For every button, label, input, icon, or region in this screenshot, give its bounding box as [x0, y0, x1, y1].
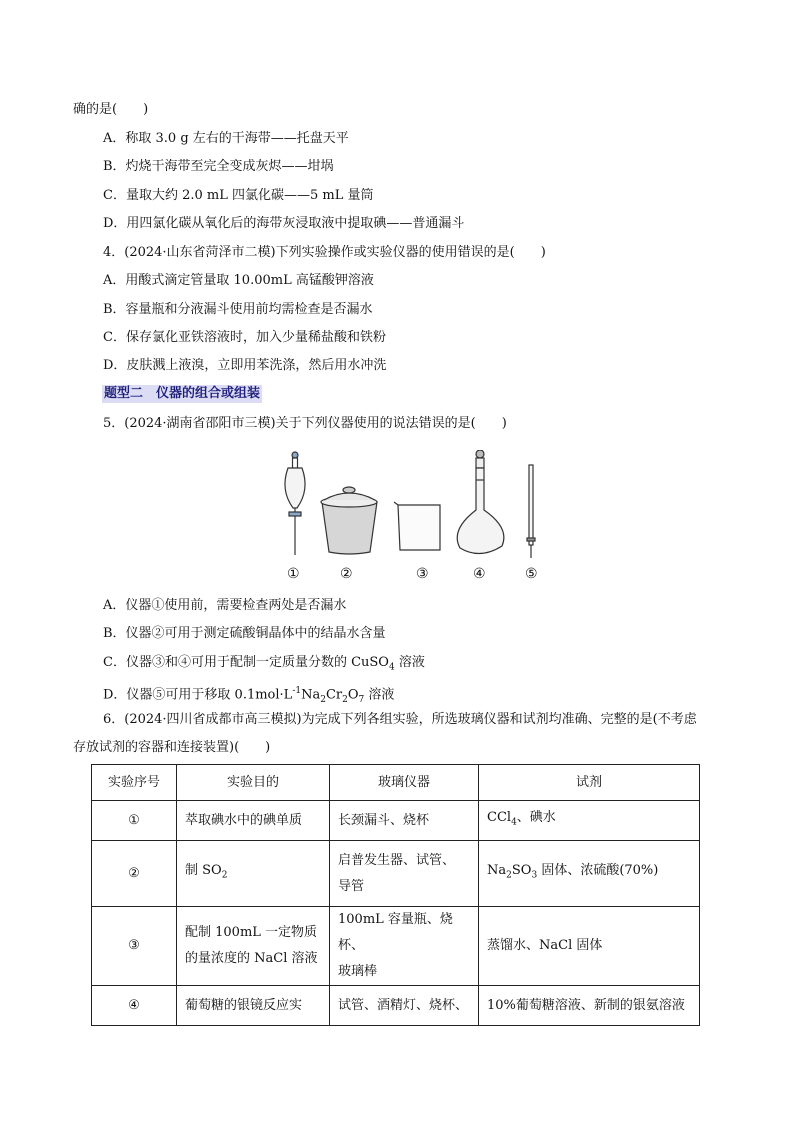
crucible-with-lid: [321, 487, 377, 554]
q3-option-a: A．称取 3.0 g 左右的干海带——托盘天平: [103, 131, 349, 146]
table-header-row: [92, 765, 700, 801]
q3-option-d: D．用四氯化碳从氧化后的海带灰浸取液中提取碘——普通漏斗: [103, 216, 465, 231]
q5-option-d: D．仪器⑤可用于移取 $0.1mol\cdot L^{-1}Na_2Cr_2O_7$ 溶液: [103, 686, 395, 705]
row-reagent: $Na_2SO_3$ 固体、浓硫酸(70%): [479, 841, 700, 907]
volumetric-flask: [457, 450, 504, 554]
separatory-funnel: [285, 452, 305, 555]
row-reagent: 蒸馏水、NaCl 固体: [479, 907, 700, 986]
instruments-figure: [270, 450, 560, 590]
row-glass: 试管、酒精灯、烧杯、: [330, 986, 479, 1026]
header-glass: 玻璃仪器: [330, 765, 479, 801]
q4-option-b: B．容量瓶和分液漏斗使用前均需检查是否漏水: [103, 302, 373, 317]
beaker: [394, 502, 440, 550]
row-reagent: 10%葡萄糖溶液、新制的银氨溶液: [479, 986, 700, 1026]
figure-label-4: ④: [473, 566, 486, 582]
row-no: ③: [92, 907, 177, 986]
question-3-stem-tail: 确的是( ): [73, 102, 149, 117]
table-row: [92, 841, 700, 907]
row-reagent: CCl$_4$、碘水: [479, 801, 700, 841]
row-goal: 葡萄糖的银镜反应实: [177, 986, 330, 1026]
row-goal: 配制 100mL 一定物质 的量浓度的 NaCl 溶液: [177, 907, 330, 986]
q4-option-a: A．用酸式滴定管量取 10.00mL 高锰酸钾溶液: [103, 273, 374, 288]
q3-option-b: B．灼烧干海带至完全变成灰烬——坩埚: [103, 159, 334, 174]
section-heading: 题型二 仪器的组合或组装: [104, 386, 261, 401]
q4-option-d: D．皮肤溅上液溴，立即用苯洗涤，然后用水冲洗: [103, 358, 387, 373]
q5-option-b: B．仪器②可用于测定硫酸铜晶体中的结晶水含量: [103, 626, 386, 641]
row-goal: 萃取碘水中的碘单质: [177, 801, 330, 841]
figure-label-2: ②: [340, 566, 353, 582]
q5-option-a: A．仪器①使用前，需要检查两处是否漏水: [103, 598, 347, 613]
row-glass: 100mL 容量瓶、烧杯、 玻璃棒: [330, 907, 479, 986]
figure-label-1: ①: [287, 566, 300, 582]
table-row: [92, 801, 700, 841]
burette: [527, 465, 535, 558]
row-goal: 制 $SO_2$: [177, 841, 330, 907]
question-5-stem: 5．(2024·湖南省邵阳市三模)关于下列仪器使用的说法错误的是( ): [103, 416, 507, 431]
figure-label-5: ⑤: [525, 566, 538, 582]
question-6-stem-line1: 6．(2024·四川省成都市高三模拟)为完成下列各组实验，所选玻璃仪器和试剂均准确、完整的是(不考虑: [103, 712, 697, 727]
row-no: ①: [92, 801, 177, 841]
header-no: 实验序号: [92, 765, 177, 801]
question-4-stem: 4．(2024·山东省菏泽市二模)下列实验操作或实验仪器的使用错误的是( ): [103, 245, 546, 260]
q5-option-c: C．仪器③和④可用于配制一定质量分数的 CuSO$_4$ 溶液: [103, 655, 425, 673]
table-row: [92, 986, 700, 1026]
row-glass: 长颈漏斗、烧杯: [330, 801, 479, 841]
figure-label-3: ③: [416, 566, 429, 582]
experiment-table: [91, 764, 700, 1026]
row-no: ②: [92, 841, 177, 907]
row-no: ④: [92, 986, 177, 1026]
table-row: [92, 907, 700, 986]
question-6-stem-line2: 存放试剂的容器和连接装置)( ): [73, 740, 271, 755]
q3-option-c: C．量取大约 2.0 mL 四氯化碳——5 mL 量筒: [103, 188, 374, 203]
row-glass: 启普发生器、试管、 导管: [330, 841, 479, 907]
header-reagent: 试剂: [479, 765, 700, 801]
q4-option-c: C．保存氯化亚铁溶液时，加入少量稀盐酸和铁粉: [103, 330, 386, 345]
header-goal: 实验目的: [177, 765, 330, 801]
